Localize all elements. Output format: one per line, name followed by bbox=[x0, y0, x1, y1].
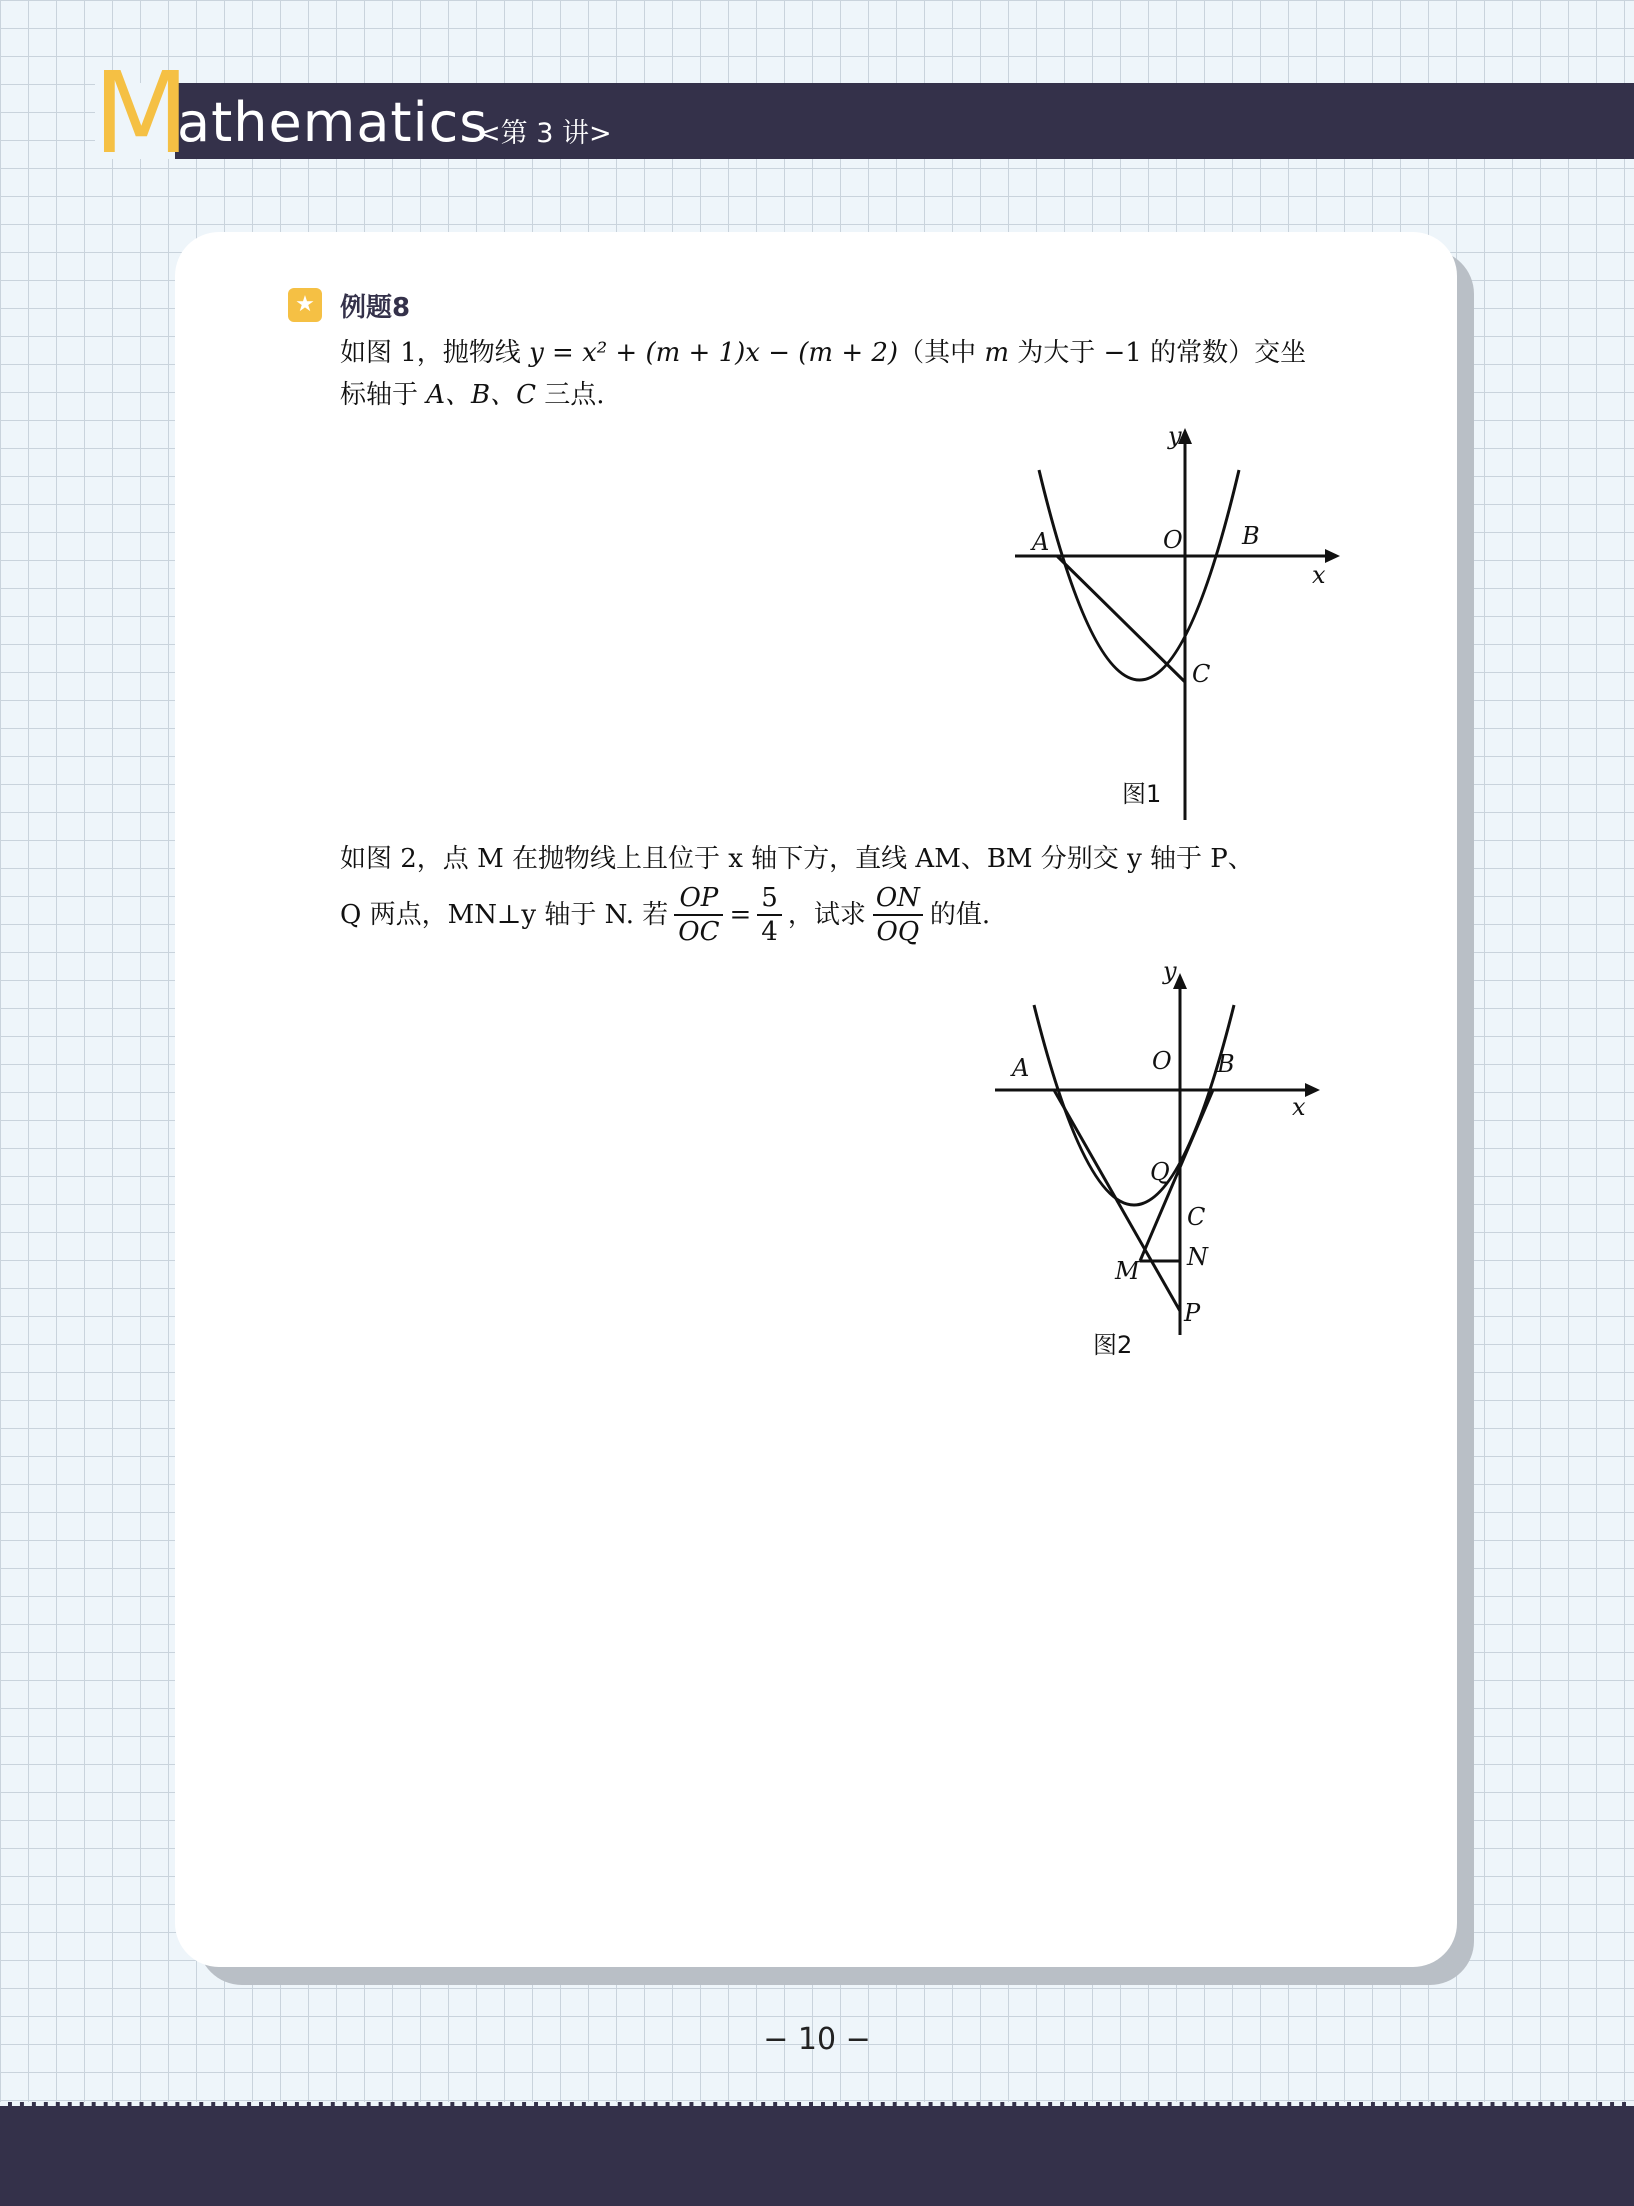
figure-1-svg bbox=[1010, 420, 1340, 820]
parabola-equation: y = x² + (m + 1)x − (m + 2) bbox=[529, 338, 899, 368]
p1-text-e: 三点. bbox=[536, 380, 605, 410]
frac-op: OP bbox=[679, 883, 719, 913]
fig2-label-b: B bbox=[1217, 1050, 1235, 1078]
p2-text-c: 的值. bbox=[929, 900, 991, 930]
p1-text-c: 为大于 −1 的常数）交坐 bbox=[1008, 338, 1307, 368]
p2-line-1: 如图 2，点 M 在抛物线上且位于 x 轴下方，直线 AM、BM 分别交 y 轴于 P、 bbox=[340, 844, 1254, 874]
equals-sign: = bbox=[729, 900, 752, 930]
star-icon: ★ bbox=[288, 288, 322, 322]
figure-1 bbox=[1010, 420, 1340, 824]
fig2-label-p: P bbox=[1184, 1299, 1201, 1327]
frac-5: 5 bbox=[761, 883, 778, 913]
fraction-on-oq bbox=[872, 882, 924, 948]
fig2-label-y: y bbox=[1163, 965, 1177, 985]
fig2-label-o: O bbox=[1152, 1047, 1172, 1075]
fig2-label-x: x bbox=[1292, 1093, 1306, 1121]
fig2-x-arrow bbox=[1305, 1083, 1320, 1097]
fig1-parabola bbox=[1039, 470, 1239, 680]
fig1-line-ac bbox=[1057, 556, 1185, 682]
fig1-label-o: O bbox=[1163, 526, 1183, 554]
fig1-x-arrow bbox=[1325, 549, 1340, 563]
fig2-label-n: N bbox=[1187, 1243, 1208, 1271]
fig1-label-y: y bbox=[1168, 422, 1182, 450]
fig1-label-c: C bbox=[1192, 660, 1211, 688]
fig2-label-q: Q bbox=[1150, 1158, 1170, 1186]
frac-4: 4 bbox=[757, 914, 782, 948]
fig2-label-c: C bbox=[1187, 1203, 1206, 1231]
figure-2 bbox=[990, 965, 1330, 1369]
p1-text-d: 标轴于 bbox=[340, 380, 427, 410]
problem-paragraph-1 bbox=[340, 332, 1350, 416]
fraction-op-oc bbox=[674, 882, 723, 948]
header-lecture: <第 3 讲> bbox=[478, 118, 612, 149]
footer-bar bbox=[0, 2102, 1634, 2206]
fig1-caption: 图1 bbox=[1122, 780, 1162, 808]
header-title: athematics bbox=[177, 91, 489, 154]
fig1-label-x: x bbox=[1312, 561, 1326, 589]
p2-text-a: Q 两点，MN⊥y 轴于 N. 若 bbox=[340, 900, 669, 930]
fig1-label-a: A bbox=[1032, 528, 1050, 556]
example-title: 例题8 bbox=[340, 293, 411, 323]
fig2-label-a: A bbox=[1012, 1054, 1030, 1082]
p1-text-a: 如图 1，抛物线 bbox=[340, 338, 530, 368]
param-m: m bbox=[984, 338, 1009, 368]
fraction-5-4 bbox=[757, 882, 782, 948]
fig2-caption: 图2 bbox=[1093, 1331, 1133, 1359]
frac-on: ON bbox=[875, 883, 920, 913]
page-number: − 10 − bbox=[763, 2022, 871, 2057]
fig2-label-m: M bbox=[1115, 1257, 1140, 1285]
frac-oc: OC bbox=[674, 914, 723, 948]
problem-paragraph-2 bbox=[340, 838, 1350, 950]
header-big-letter: M bbox=[93, 49, 190, 179]
p1-line-1 bbox=[340, 332, 1350, 374]
p1-text-b: （其中 bbox=[898, 338, 985, 368]
frac-oq: OQ bbox=[873, 914, 924, 948]
fig1-label-b: B bbox=[1242, 522, 1260, 550]
points-abc: A、B、C bbox=[426, 380, 537, 410]
p2-line-2 bbox=[340, 880, 1350, 950]
p2-text-b: ，试求 bbox=[787, 900, 866, 930]
p1-line-2 bbox=[340, 374, 1350, 416]
figure-2-svg bbox=[990, 965, 1330, 1365]
